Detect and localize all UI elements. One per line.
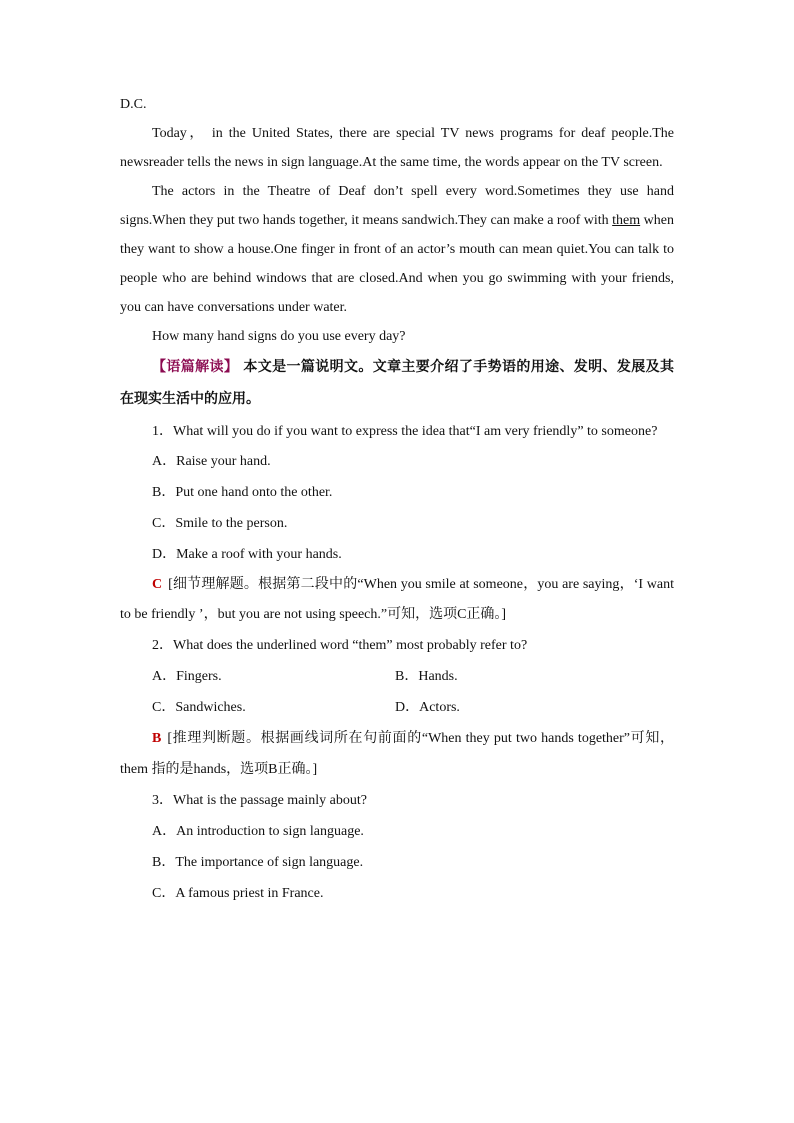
- passage-paragraph-3: How many hand signs do you use every day?: [152, 329, 406, 344]
- question-1-stem: 1．What will you do if you want to express the idea that“I am very friendly” to someone?: [152, 424, 658, 439]
- paragraph-2-part-1: The actors in the Theatre of Deaf don’t spell every word.Sometimes they use hand signs.When they put two hands together, it means sandwich.They can make a roof with: [120, 184, 674, 228]
- underlined-word: them: [612, 213, 641, 228]
- question-1-explanation-text: [细节理解题。根据第二段中的“When you smile at someone，you are saying，‘I want to be friendly ’，but you are not using speech.”可知，选项C正确。]: [120, 577, 674, 622]
- question-2-answer: B: [152, 731, 162, 746]
- analysis-tag: 【语篇解读】: [152, 359, 239, 375]
- question-3-option-a: A．An introduction to sign language.: [152, 824, 364, 839]
- question-1-answer: C: [152, 577, 163, 592]
- question-2-option-a: A．Fingers.: [152, 669, 222, 684]
- question-1-option-d: D．Make a roof with your hands.: [152, 547, 342, 562]
- question-2-option-b: B．Hands.: [395, 669, 458, 684]
- question-1-option-c: C．Smile to the person.: [152, 516, 288, 531]
- passage-label: D.C.: [120, 97, 147, 112]
- question-3-option-c: C．A famous priest in France.: [152, 886, 324, 901]
- question-2-explanation-text: [推理判断题。根据画线词所在句前面的“When they put two hands together”可知，them 指的是hands，选项B正确。]: [120, 731, 674, 777]
- question-2-options-row-2: [120, 692, 674, 723]
- question-2-options-row-1: [120, 661, 674, 692]
- question-2-explanation: [120, 723, 674, 785]
- question-1-option-a: A．Raise your hand.: [152, 454, 271, 469]
- analysis-text: 本文是一篇说明文。文章主要介绍了手势语的用途、发明、发展及其在现实生活中的应用。: [120, 359, 674, 407]
- question-3-stem: 3．What is the passage mainly about?: [152, 793, 367, 808]
- passage-paragraph-1: Today， in the United States, there are special TV news programs for deaf people.The newsreader tells the news in sign language.At the same time, the words appear on the TV screen.: [120, 126, 674, 170]
- question-2-stem: 2．What does the underlined word “them” most probably refer to?: [152, 638, 528, 653]
- paragraph-2-part-2: when they want to show a house.One finger in front of an actor’s mouth can mean quiet.You can talk to people who are behind windows that are closed.And when you go swimming with your friends, you can have conversations under water.: [120, 213, 674, 315]
- passage-paragraph-2: [120, 177, 674, 322]
- question-2-option-c: C．Sandwiches.: [152, 700, 246, 715]
- question-1-option-b: B．Put one hand onto the other.: [152, 485, 333, 500]
- analysis-block: [120, 351, 674, 415]
- question-2-option-d: D．Actors.: [395, 700, 460, 715]
- question-3-option-b: B．The importance of sign language.: [152, 855, 364, 870]
- question-1-explanation: [120, 570, 674, 630]
- document-page: [120, 90, 674, 909]
